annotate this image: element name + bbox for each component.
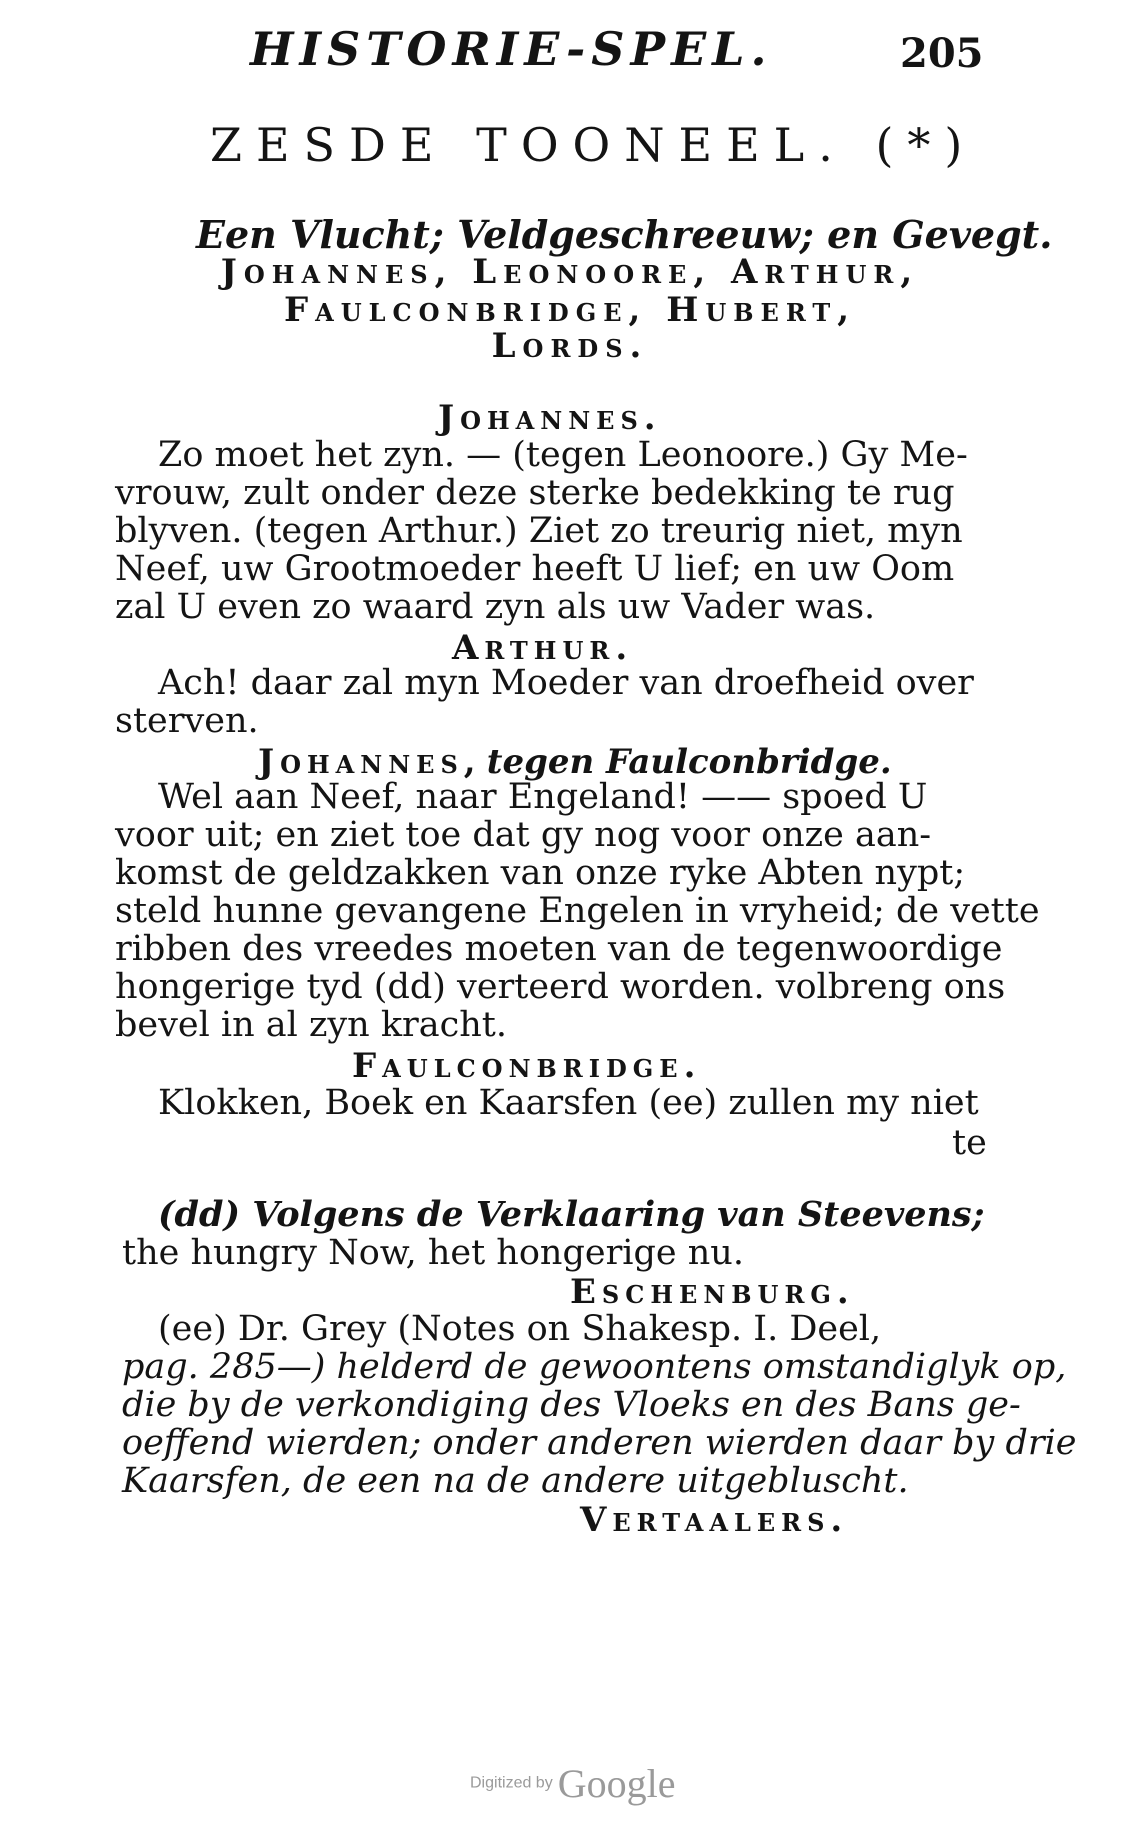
- dialogue-line: Ach! daar zal myn Moeder van droefheid over: [158, 663, 974, 703]
- footnote-ee-line: Kaarsfen, de een na de andere uitgebluscht.: [122, 1461, 909, 1501]
- scene-title: ZESDE TOONEEL. (*): [210, 118, 977, 172]
- dialogue-line: ribben des vreedes moeten van de tegenwoordige: [115, 929, 1003, 969]
- google-logo: Google: [557, 1761, 676, 1806]
- cast-line-3: Lords.: [491, 326, 649, 366]
- dialogue-line: Klokken, Boek en Kaarsfen (ee) zullen my niet: [158, 1083, 979, 1123]
- dialogue-line: zal U even zo waard zyn als uw Vader was.: [115, 587, 876, 627]
- dialogue-line: Neef, uw Grootmoeder heeft U lief; en uw Oom: [115, 549, 955, 589]
- footnote-dd-line: the hungry Now, het hongerige nu.: [122, 1233, 744, 1273]
- footnote-dd-signature: Eschenburg.: [570, 1272, 855, 1312]
- cast-line-2: Faulconbridge, Hubert,: [283, 290, 857, 330]
- speaker-johannes: Johannes.: [438, 398, 662, 438]
- catchword: te: [952, 1123, 987, 1163]
- watermark-small: Digitized by: [470, 1774, 553, 1792]
- digitized-watermark: [470, 1760, 676, 1807]
- speaker-johannes-direction: [258, 742, 892, 782]
- dialogue-line: komst de geldzakken van onze ryke Abten nypt;: [115, 853, 966, 893]
- dialogue-line: voor uit; en ziet toe dat gy nog voor onze aan-: [115, 815, 932, 855]
- dialogue-line: vrouw, zult onder deze sterke bedekking te rug: [115, 473, 955, 513]
- dialogue-line: Wel aan Neef, naar Engeland! —— spoed U: [158, 777, 928, 817]
- footnote-ee-line: (ee) Dr. Grey (Notes on Shakesp. I. Deel,: [158, 1309, 882, 1349]
- footnote-ee-signature: Vertaalers.: [580, 1500, 849, 1540]
- stage-direction: tegen Faulconbridge.: [486, 742, 892, 782]
- speaker-faulconbridge: Faulconbridge.: [352, 1046, 702, 1086]
- dialogue-line: Zo moet het zyn. — (tegen Leonoore.) Gy Me-: [158, 435, 968, 475]
- dialogue-line: bevel in al zyn kracht.: [115, 1005, 507, 1045]
- dialogue-line: blyven. (tegen Arthur.) Ziet zo treurig niet, myn: [115, 511, 963, 551]
- footnote-ee-line: pag. 285—) helderd de gewoontens omstandiglyk op,: [122, 1347, 1067, 1387]
- speaker-arthur: Arthur.: [452, 628, 634, 668]
- footnote-ee-line: die by de verkondiging des Vloeks en des Bans ge-: [122, 1385, 1021, 1425]
- dialogue-line: hongerige tyd (dd) verteerd worden. volbreng ons: [115, 967, 1006, 1007]
- scene-description: Een Vlucht; Veldgeschreeuw; en Gevegt.: [196, 212, 1053, 257]
- speaker-name: Johannes,: [258, 742, 482, 782]
- page-number: 205: [900, 30, 984, 77]
- dialogue-line: sterven.: [115, 701, 259, 741]
- footnote-dd-line: (dd) Volgens de Verklaaring van Steevens;: [158, 1194, 985, 1235]
- dialogue-line: steld hunne gevangene Engelen in vryheid; de vette: [115, 891, 1040, 931]
- cast-line-1: Johannes, Leonoore, Arthur,: [220, 252, 920, 292]
- footnote-ee-line: oeffend wierden; onder anderen wierden daar by drie: [122, 1423, 1077, 1463]
- running-head: HISTORIE-SPEL.: [250, 22, 773, 76]
